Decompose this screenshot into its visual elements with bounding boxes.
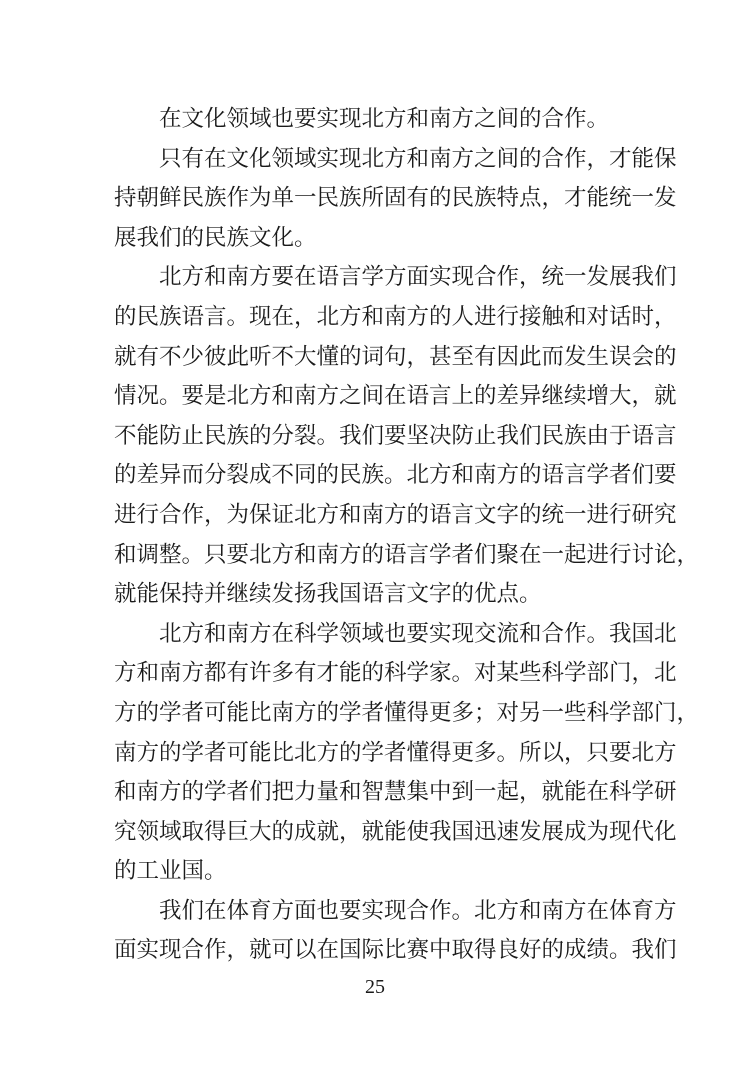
page-number: 25: [365, 976, 385, 998]
text-line: 展我们的民族文化。: [114, 224, 317, 251]
text-line: 南方的学者可能比北方的学者懂得更多。所以，只要北方: [114, 739, 677, 766]
text-line: 我们在体育方面也要实现合作。北方和南方在体育方: [159, 897, 677, 924]
text-line: 和南方的学者们把力量和智慧集中到一起，就能在科学研: [114, 779, 677, 806]
text-line: 北方和南方要在语言学方面实现合作，统一发展我们: [159, 264, 677, 291]
text-line: 和调整。只要北方和南方的语言学者们聚在一起进行讨论，: [114, 541, 700, 568]
text-line: 北方和南方在科学领域也要实现交流和合作。我国北: [159, 620, 677, 647]
text-line: 就能保持并继续发扬我国语言文字的优点。: [114, 581, 542, 608]
text-line: 情况。要是北方和南方之间在语言上的差异继续增大，就: [114, 383, 677, 410]
text-line: 究领域取得巨大的成就，就能使我国迅速发展成为现代化: [114, 818, 677, 845]
text-line: 的工业国。: [114, 858, 227, 885]
text-line: 方的学者可能比南方的学者懂得更多；对另一些科学部门，: [114, 699, 700, 726]
text-line: 面实现合作，就可以在国际比赛中取得良好的成绩。我们: [114, 937, 677, 964]
body-text: [114, 100, 700, 971]
text-line: 的差异而分裂成不同的民族。北方和南方的语言学者们要: [114, 462, 677, 489]
text-line: 不能防止民族的分裂。我们要坚决防止我们民族由于语言: [114, 422, 677, 449]
text-line: 的民族语言。现在，北方和南方的人进行接触和对话时，: [114, 303, 677, 330]
text-line: 只有在文化领域实现北方和南方之间的合作，才能保: [159, 145, 677, 172]
text-line: 持朝鲜民族作为单一民族所固有的民族特点，才能统一发: [114, 185, 677, 212]
text-line: 进行合作，为保证北方和南方的语言文字的统一进行研究: [114, 501, 677, 528]
text-line: 方和南方都有许多有才能的科学家。对某些科学部门，北: [114, 660, 677, 687]
text-line: 就有不少彼此听不大懂的词句，甚至有因此而发生误会的: [114, 343, 677, 370]
text-line: 在文化领域也要实现北方和南方之间的合作。: [159, 106, 610, 132]
